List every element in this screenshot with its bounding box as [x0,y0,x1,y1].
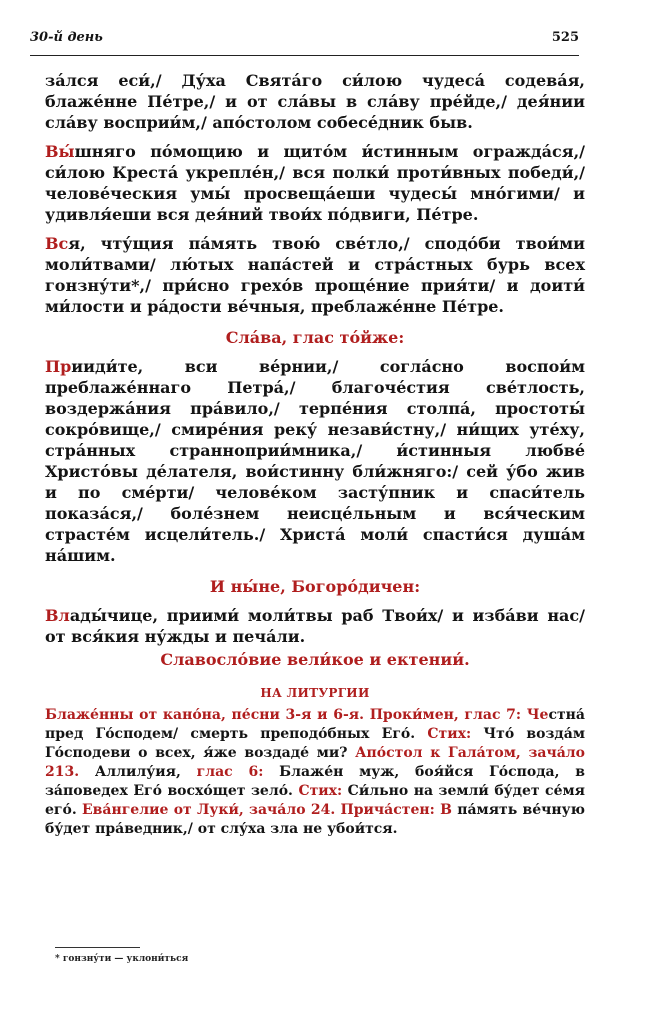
header-rule [30,55,579,56]
heading-theotokion: И ны́не, Богоро́дичен: [209,577,421,596]
paragraph-1: за́лся еси́,/ Ду́ха Свята́го си́лою чудеса́ содева́я, блаже́нне Пе́тре,/ и от сла́вы в сла́ву пре́йде,/ дея́нии сла́ву восприи́м,/ апо́столом собесе́дник быв. [45,71,585,132]
rubric-text: Аллилу́ия, [79,764,197,780]
page-header [30,30,579,48]
paragraph-3 [45,233,585,317]
rubric-red: Ева́нгелие от Луки́, зача́ло 24. Прича́стен: В [82,802,452,818]
rubric-red: Блаже́нны от кано́на, пе́сни 3-я и 6-я. Проки́мен, глас 7: Че [45,707,549,723]
red-initial: Вс [45,234,69,253]
paragraph-text: ииди́те, вси ве́рнии,/ согла́сно воспои́м преблаже́ннаго Петра́,/ благоче́стия све́тлость, воздержа́ния пра́вило,/ терпе́ния столпа́, простоты́ сокро́вище,/ смире́ния реку́ незави́стну,/ ни́щих уте́ху, стра́нных странноприи́мника,/ и́стинныя любве́ Христо́вы де́лателя, вои́стинну бли́жняго:/ сей у́бо жив и по сме́рти/ челове́ком засту́пник и спаси́тель показа́ся,/ боле́знем неисце́льным и вся́ческим страсте́м исцели́тель./ Христа́ моли́ спасти́ся душа́м на́шим. [45,357,585,565]
section-liturgy: НА ЛИТУРГИИ [260,686,370,700]
running-head: 30-й день [30,30,103,45]
rubric-text: Блаже́н муж, боя́йся Го́спода, в за́поведех Его́ восхо́щет зело́. [45,764,585,799]
rubric-red: Стих: [298,783,343,799]
rubric-text: Что́ возда́м Го́сподеви о всех, я́же воздаде́ ми? [45,726,585,761]
rubric-text: стна́ пред Го́сподем/ смерть преподо́бных Его́. [45,707,585,742]
paragraph-text: я, чту́щия па́мять твою́ све́тло,/ сподо́би твои́ми моли́твами/ лю́тых напа́стей и стра́стных бурь всех гонзну́ти*,/ при́сно грехо́в проще́ние прия́ти/ и доити́ ми́лости и ра́дости ве́чныя, преблаже́нне Пе́тре. [45,234,585,316]
paragraph-text: ады́чице, приими́ моли́твы раб Твои́х/ и изба́ви нас/ от вся́кия ну́жды и печа́ли. [45,606,585,646]
rubric-text: па́мять ве́чную бу́дет пра́ведник,/ от слу́ха зла не убои́тся. [45,802,585,837]
paragraph-2 [45,141,585,225]
heading-glory: Сла́ва, глас то́йже: [225,328,405,347]
rubric-text: Си́льно на земли́ бу́дет се́мя его́. [45,783,585,818]
page-number: 525 [551,30,579,45]
liturgy-rubrics [45,706,585,839]
rubric-red: Стих: [427,726,472,742]
paragraph-5 [45,605,585,647]
footnote: * гонзну́ти — уклони́ться [55,954,189,964]
rubric-red: Апо́стол к Гала́том, зача́ло 213. [45,745,585,780]
page-body [45,70,585,839]
rubric-red: глас 6: [196,764,264,780]
heading-doxology: Славосло́вие вели́кое и ектении́. [160,650,470,669]
red-initial: Вы [45,142,75,161]
red-initial: Вл [45,606,70,625]
paragraph-4 [45,356,585,566]
paragraph-text: ́шняго по́мощию и щито́м и́стинным огражда́ся,/ си́лою Креста́ укрепле́н,/ вся полки́ проти́вных победи́,/ челове́ческия умы́ просвеща́еши чудесы́ мно́гими/ и удивля́еши вся дея́ний твои́х по́двиги, Пе́тре. [45,142,585,224]
footnote-rule [55,947,140,948]
red-initial: Пр [45,357,72,376]
